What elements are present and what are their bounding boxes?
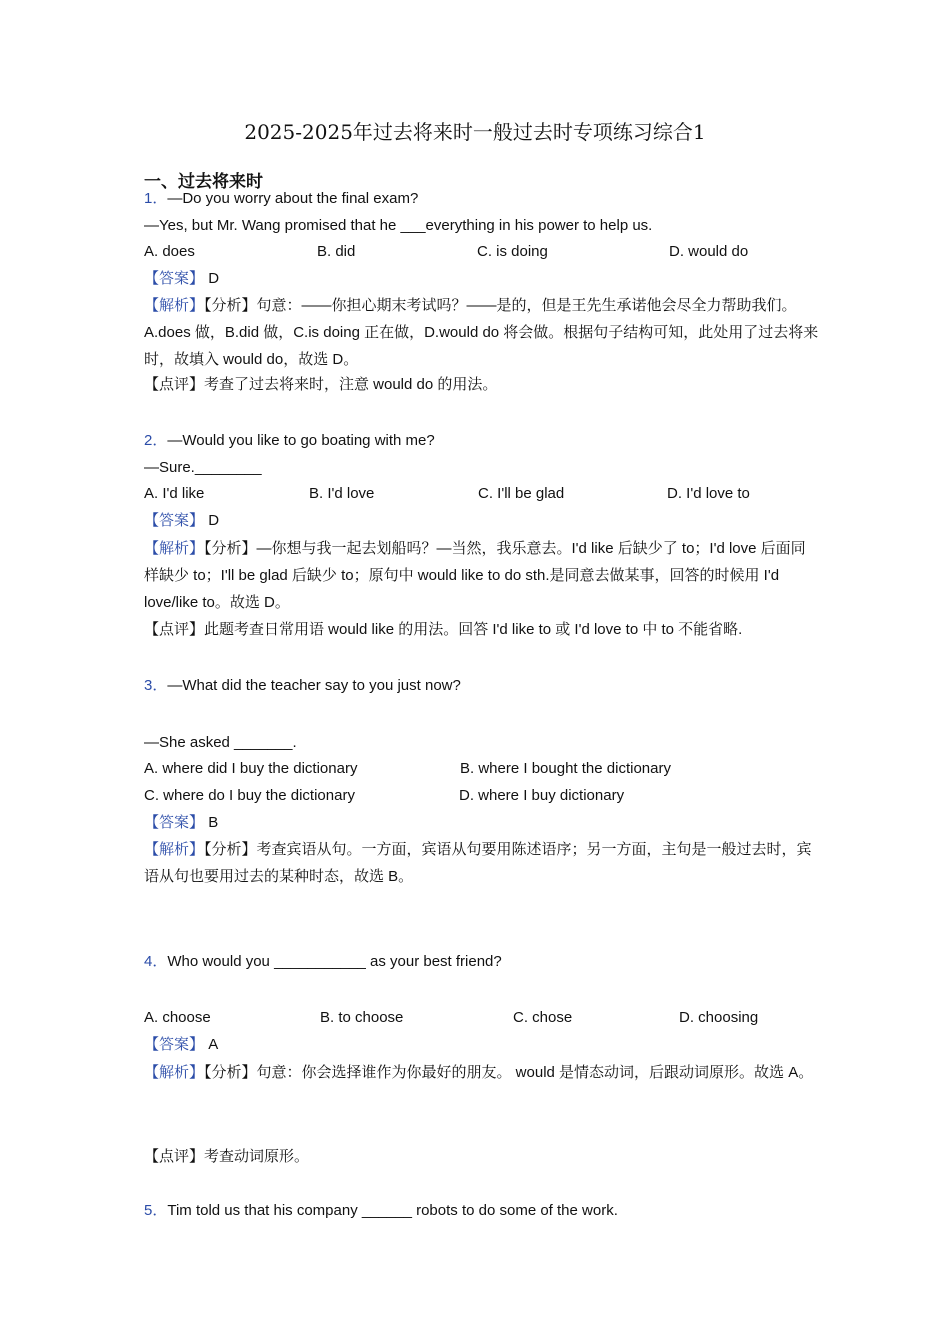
- answer-tag: 【答案】: [144, 270, 205, 287]
- question-2-line-1: [144, 431, 435, 451]
- option-a: A. choose: [144, 1009, 211, 1026]
- question-stem: —Would you like to go boating with me?: [167, 432, 435, 449]
- option-c: C. is doing: [477, 243, 548, 260]
- answer-tag: 【答案】: [144, 512, 205, 529]
- option-d: D. would do: [669, 243, 749, 260]
- option-c: C. where do I buy the dictionary: [144, 787, 355, 804]
- question-1-line-1: [144, 189, 418, 209]
- comment-line: 【点评】此题考查日常用语 would like 的用法。回答 I'd like to 或 I'd love to 中 to 不能省略.: [144, 621, 743, 638]
- answer-line: [144, 511, 219, 531]
- analysis-block: [144, 836, 820, 890]
- answer-tag: 【答案】: [144, 1036, 205, 1053]
- analysis-block: [144, 535, 820, 616]
- comment-line: 【点评】考查了过去将来时，注意 would do 的用法。: [144, 376, 498, 393]
- question-number: 1．: [144, 190, 168, 207]
- analysis-text: 【分析】句意：你会选择谁作为你最好的朋友。 would 是情态动词，后跟动词原形。故选 A。: [204, 1064, 814, 1081]
- analysis-tag: 【解析】: [144, 297, 205, 314]
- option-d: D. I'd love to: [667, 485, 750, 502]
- option-d: D. choosing: [679, 1009, 759, 1026]
- question-3-line-1: [144, 676, 461, 696]
- option-a: A. does: [144, 243, 195, 260]
- option-a: A. where did I buy the dictionary: [144, 760, 358, 777]
- question-number: 2．: [144, 432, 168, 449]
- analysis-tag: 【解析】: [144, 841, 205, 858]
- question-number: 3．: [144, 677, 168, 694]
- answer-tag: 【答案】: [144, 814, 205, 831]
- question-3-line-2: —She asked _______.: [144, 734, 297, 751]
- option-c: C. chose: [513, 1009, 573, 1026]
- question-stem: Tim told us that his company ______ robots to do some of the work.: [167, 1202, 618, 1219]
- option-c: C. I'll be glad: [478, 485, 565, 502]
- analysis-block: [144, 292, 820, 373]
- option-b: B. to choose: [320, 1009, 404, 1026]
- analysis-tag: 【解析】: [144, 1064, 205, 1081]
- analysis-text: 【分析】考查宾语从句。一方面，宾语从句要用陈述语序；另一方面，主句是一般过去时，宾语从句也要用过去的某种时态，故选 B。: [144, 841, 812, 885]
- question-stem: —What did the teacher say to you just now?: [167, 677, 461, 694]
- question-5-line-1: [144, 1201, 618, 1221]
- option-a: A. I'd like: [144, 485, 205, 502]
- question-number: 4．: [144, 953, 168, 970]
- answer-value: D: [208, 270, 220, 287]
- question-stem: —Do you worry about the final exam?: [167, 190, 419, 207]
- option-b: B. where I bought the dictionary: [460, 760, 671, 777]
- answer-line: [144, 1035, 218, 1055]
- answer-value: A: [208, 1036, 219, 1053]
- comment-line: 【点评】考查动词原形。: [144, 1148, 310, 1165]
- question-number: 5．: [144, 1202, 168, 1219]
- analysis-text: 【分析】句意：——你担心期末考试吗？——是的，但是王先生承诺他会尽全力帮助我们。A.does 做，B.did 做，C.is doing 正在做，D.would do 将会做。根据句子结构可知，此处用了过去将来时，故填入 would do，故选 D。: [144, 297, 819, 368]
- answer-line: [144, 269, 219, 289]
- section-heading: 一、过去将来时: [144, 172, 263, 192]
- question-2-line-2: —Sure.________: [144, 459, 262, 476]
- question-1-line-2: —Yes, but Mr. Wang promised that he ___everything in his power to help us.: [144, 217, 653, 234]
- question-stem: Who would you ___________ as your best friend?: [167, 953, 502, 970]
- option-d: D. where I buy dictionary: [459, 787, 625, 804]
- analysis-text: 【分析】—你想与我一起去划船吗？—当然，我乐意去。I'd like 后缺少了 to；I'd love 后面同样缺少 to；I'll be glad 后缺少 to；原句中 would like to do sth.是同意去做某事，回答的时候用 I'd love/like to。故选 D。: [144, 540, 806, 611]
- answer-value: B: [208, 814, 219, 831]
- answer-value: D: [208, 512, 220, 529]
- option-b: B. did: [317, 243, 356, 260]
- answer-line: [144, 813, 218, 833]
- question-4-line-1: [144, 952, 502, 972]
- option-b: B. I'd love: [309, 485, 375, 502]
- page-title: 2025-2025年过去将来时一般过去时专项练习综合1: [244, 120, 706, 144]
- analysis-block: [144, 1059, 820, 1086]
- analysis-tag: 【解析】: [144, 540, 205, 557]
